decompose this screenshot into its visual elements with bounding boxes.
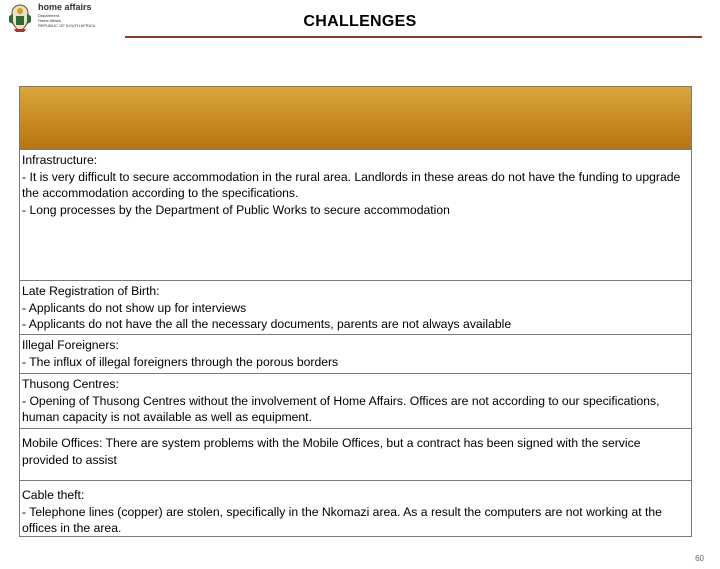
page-title: CHALLENGES — [303, 13, 417, 30]
table-row-cable-theft — [20, 481, 691, 536]
row-text: - Opening of Thusong Centres without the involvement of Home Affairs. Offices are not according to our specifications, human capacity is not available as well as equipment. — [22, 393, 660, 424]
row-text: - It is very difficult to secure accommodation in the rural area. Landlords in these areas do not have the funding to upgrade the accommodation according to the specifications. — [22, 169, 681, 200]
row-heading: Illegal Foreigners: — [22, 338, 119, 352]
row-heading: Cable theft: — [22, 488, 85, 502]
row-text: - Long processes by the Department of Public Works to secure accommodation — [22, 202, 450, 217]
row-heading: Late Registration of Birth: — [22, 284, 160, 298]
logo-line: REPUBLIC OF SOUTH AFRICA — [38, 23, 96, 28]
logo-line: Home Affairs — [38, 18, 61, 23]
table-row-infrastructure — [20, 150, 691, 281]
title-rule — [125, 36, 702, 38]
row-text: Mobile Offices: There are system problems with the Mobile Offices, but a contract has been signed with the service provided to assist — [22, 436, 641, 467]
table-row-thusong-centres — [20, 374, 691, 429]
table-header-banner — [20, 87, 691, 150]
row-text: - Telephone lines (copper) are stolen, specifically in the Nkomazi area. As a result the computers are not working at the offices in the area. — [22, 504, 662, 535]
table-row-illegal-foreigners — [20, 335, 691, 374]
challenges-table — [19, 86, 692, 537]
logo-brand: home affairs — [38, 2, 92, 12]
row-text: - The influx of illegal foreigners through the porous borders — [22, 354, 339, 369]
page-number: 60 — [695, 554, 704, 563]
row-heading: Infrastructure: — [22, 153, 98, 167]
table-row-late-registration — [20, 281, 691, 335]
coat-of-arms-icon — [6, 2, 34, 34]
row-text: - Applicants do not have the all the necessary documents, parents are not always available — [22, 317, 512, 331]
row-text: - Applicants do not show up for interviews — [22, 300, 247, 315]
home-affairs-logo — [6, 2, 116, 34]
table-row-mobile-offices — [20, 429, 691, 481]
row-heading: Thusong Centres: — [22, 377, 119, 391]
logo-line: Department: — [38, 13, 61, 18]
